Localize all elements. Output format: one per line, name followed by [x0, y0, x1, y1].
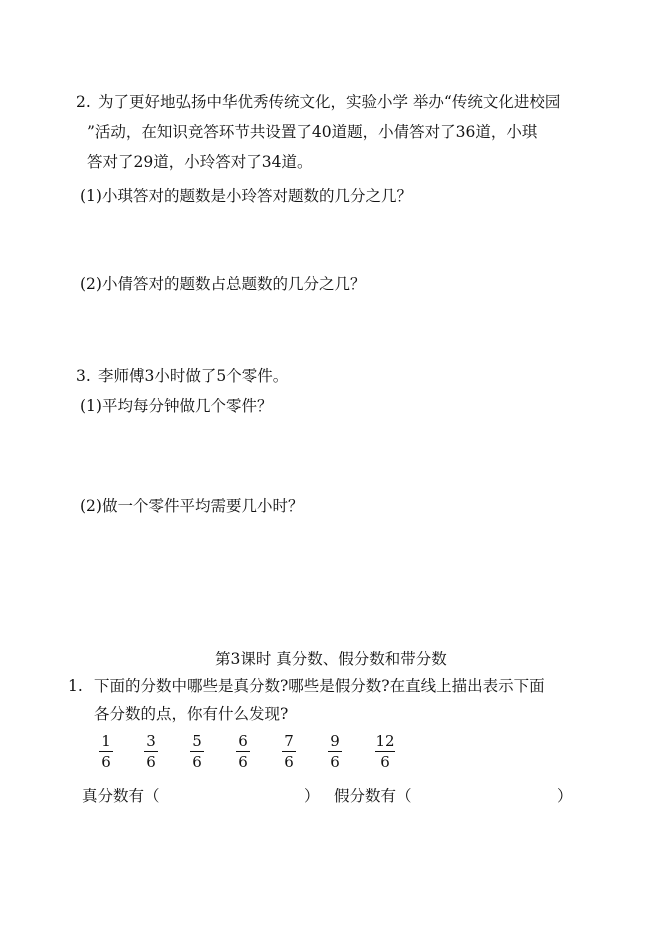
proper-fractions-close: ）	[304, 787, 320, 805]
fraction	[94, 734, 118, 770]
fraction-bar	[236, 751, 250, 752]
fraction-bar	[99, 751, 113, 752]
fraction-denominator: 6	[238, 753, 248, 771]
fraction-bar	[190, 751, 204, 752]
fraction-bar	[375, 751, 395, 752]
fraction-bar	[328, 751, 342, 752]
fraction	[277, 734, 301, 770]
fraction-numerator: 12	[375, 732, 395, 750]
fraction-denominator: 6	[101, 753, 111, 771]
question-3-part-2: (2)做一个零件平均需要几小时？	[80, 497, 304, 515]
question-2-text-line-3: 答对了29道，小玲答对了34道。	[87, 153, 313, 171]
question-3-number: 3.	[76, 367, 91, 385]
fraction-numerator: 3	[146, 732, 156, 750]
fraction	[323, 734, 347, 770]
fraction	[139, 734, 163, 770]
question-2-part-1: (1)小琪答对的题数是小玲答对题数的几分之几？	[80, 187, 412, 205]
fraction-denominator: 6	[192, 753, 202, 771]
fraction-numerator: 6	[238, 732, 248, 750]
improper-fractions-close: ）	[557, 787, 573, 805]
fraction-denominator: 6	[330, 753, 340, 771]
fraction-denominator: 6	[284, 753, 294, 771]
fraction-numerator: 5	[192, 732, 202, 750]
fraction	[185, 734, 209, 770]
question-2-text-line-1: 为了更好地弘扬中华优秀传统文化，实验小学 举办“传统文化进校园	[98, 93, 561, 111]
fraction	[372, 734, 398, 770]
fraction-numerator: 9	[330, 732, 340, 750]
proper-fractions-label: 真分数有（	[82, 787, 160, 805]
fraction-denominator: 6	[146, 753, 156, 771]
question-2-number: 2.	[76, 93, 91, 111]
improper-fractions-label: 假分数有（	[334, 787, 412, 805]
fraction-bar	[282, 751, 296, 752]
fraction	[231, 734, 255, 770]
lesson-title: 第3课时 真分数、假分数和带分数	[215, 650, 447, 668]
question-3-text: 李师傅3小时做了5个零件。	[98, 367, 289, 385]
question-3-part-1: (1)平均每分钟做几个零件？	[80, 397, 273, 415]
question-2-part-2: (2)小倩答对的题数占总题数的几分之几？	[80, 275, 366, 293]
lesson-question-1-line-2: 各分数的点，你有什么发现?	[94, 705, 289, 723]
lesson-question-1-line-1: 下面的分数中哪些是真分数?哪些是假分数?在直线上描出表示下面	[94, 677, 545, 695]
fraction-numerator: 7	[284, 732, 294, 750]
fraction-bar	[144, 751, 158, 752]
lesson-question-1-number: 1.	[68, 677, 83, 695]
question-2-text-line-2: ”活动，在知识竞答环节共设置了40道题，小倩答对了36道，小琪	[87, 123, 538, 141]
fraction-numerator: 1	[101, 732, 111, 750]
fraction-denominator: 6	[380, 753, 390, 771]
